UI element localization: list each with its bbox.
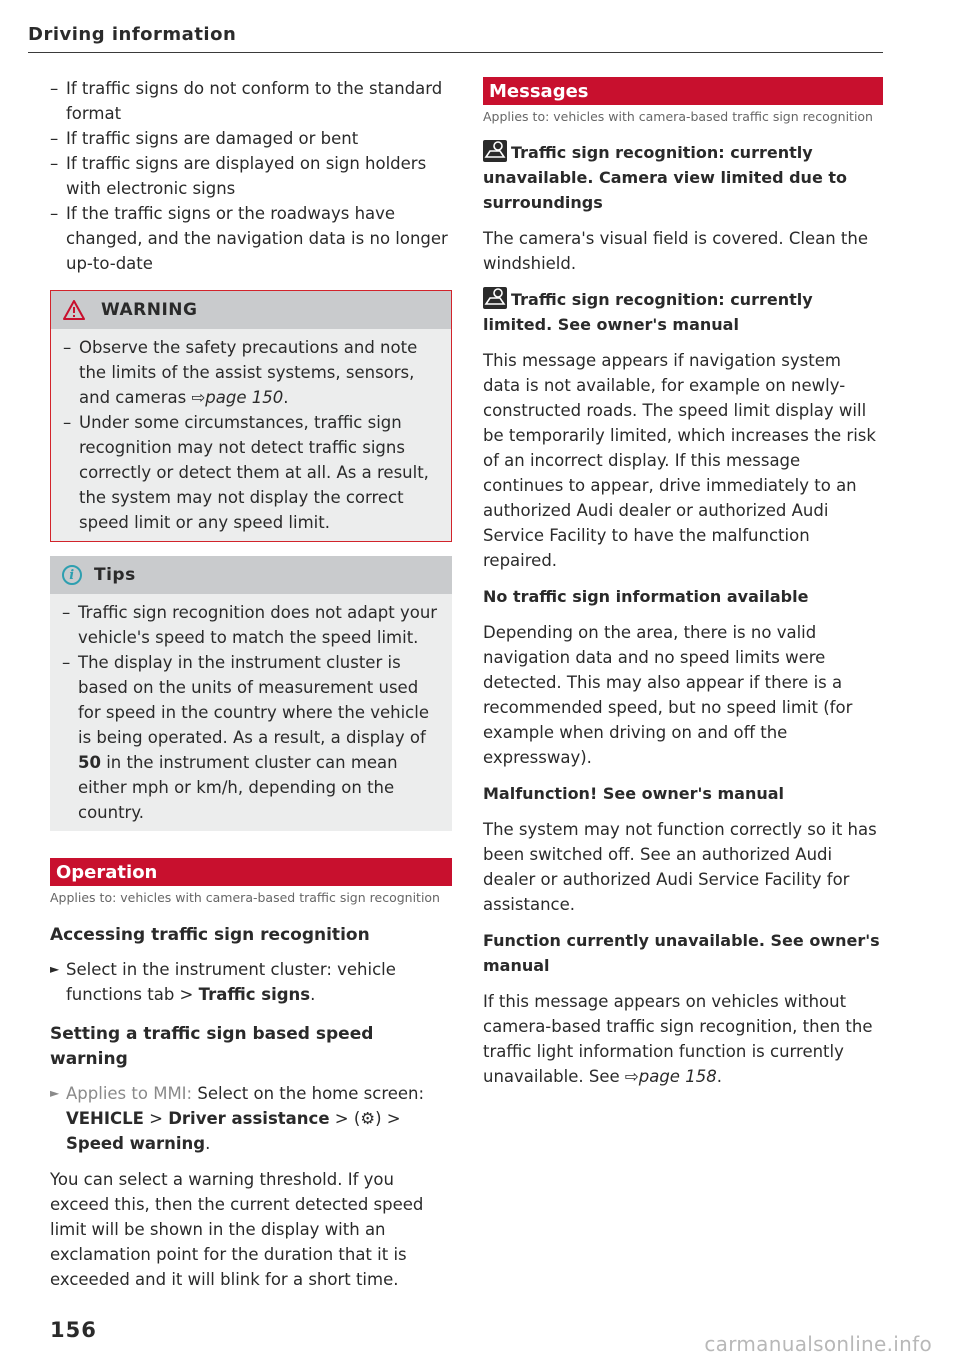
list-item: – If traffic signs are displayed on sign holders with electronic signs — [50, 154, 427, 198]
right-column — [483, 77, 883, 1089]
tips-box — [50, 556, 452, 831]
list-item: – If traffic signs do not conform to the standard format — [50, 79, 443, 123]
message-2-title: Traffic sign recognition: currently limited. See owner's manual — [483, 287, 883, 337]
operation-section-title: Operation — [50, 858, 452, 886]
warning-triangle-icon — [63, 300, 85, 320]
tips-title: Tips — [94, 564, 136, 585]
info-icon: i — [62, 565, 82, 585]
message-1-title: Traffic sign recognition: currently unavailable. Camera view limited due to surroundings — [483, 140, 883, 215]
header-rule — [28, 52, 883, 53]
accessing-step: ► Select in the instrument cluster: vehicle functions tab > Traffic signs. — [50, 960, 396, 1004]
warning-item: – Observe the safety precautions and note the limits of the assist systems, sensors, and cameras ⇨page 150. — [63, 338, 418, 407]
messages-section-title: Messages — [483, 77, 883, 105]
traffic-sign-camera-icon — [483, 140, 507, 162]
tips-item: – Traffic sign recognition does not adapt your vehicle's speed to match the speed limit. — [62, 603, 438, 647]
left-column — [50, 76, 452, 1292]
page-reference-link[interactable]: page 150 — [205, 388, 284, 407]
list-item: – If traffic signs are damaged or bent — [50, 129, 359, 148]
page-header-title: Driving information — [28, 24, 237, 45]
setting-step: ► Applies to MMI: Select on the home screen: VEHICLE > Driver assistance > (⚙) > Speed warning. — [50, 1084, 425, 1153]
watermark: carmanualsonline.info — [704, 1332, 932, 1356]
warning-body — [51, 329, 451, 541]
warning-title: WARNING — [101, 299, 198, 320]
tips-body — [50, 594, 452, 831]
list-item: – If the traffic signs or the roadways have changed, and the navigation data is no longer up-to-date — [50, 204, 448, 273]
warning-box — [50, 290, 452, 542]
setting-body: You can select a warning threshold. If you exceed this, then the current detected speed limit will be shown in the display with an exclamation point for the duration that it is exceeded and it will blink for a short time. — [50, 1170, 424, 1289]
warning-item: – Under some circumstances, traffic sign recognition may not detect traffic signs correctly or detect them at all. As a result, the system may not display the correct speed limit or any speed limit. — [63, 413, 429, 532]
applies-note: Applies to: vehicles with camera-based traffic sign recognition — [483, 109, 873, 124]
page-number: 156 — [50, 1318, 97, 1342]
message-4-body: The system may not function correctly so it has been switched off. See an authorized Audi dealer or authorized Audi Service Facility for assistance. — [483, 820, 877, 914]
message-5-title: Function currently unavailable. See owner's manual — [483, 931, 880, 975]
message-1-body: The camera's visual field is covered. Clean the windshield. — [483, 229, 868, 273]
setting-heading: Setting a traffic sign based speed warning — [50, 1024, 374, 1069]
message-4-title: Malfunction! See owner's manual — [483, 784, 785, 803]
message-3-body: Depending on the area, there is no valid navigation data and no speed limits were detected. This may also appear if there is a recommended speed, but no speed limit (for example when driving on and off the expressway). — [483, 623, 853, 767]
tips-header — [50, 556, 452, 594]
tips-item: – The display in the instrument cluster is based on the units of measurement used for speed in the country where the vehicle is being operated. As a result, a display of 50 in the instrument cluster can mean either mph or km/h, depending on the country. — [62, 653, 429, 822]
settings-gear-icon: ⚙ — [360, 1109, 376, 1128]
message-2-body: This message appears if navigation system data is not available, for example on newly-constructed roads. The speed limit display will be temporarily limited, which increases the risk of an incorrect display. If this message continues to appear, drive immediately to an authorized Audi dealer or authorized Audi Service Facility to have the malfunction repaired. — [483, 351, 876, 570]
warning-header — [51, 291, 451, 329]
applies-note: Applies to: vehicles with camera-based traffic sign recognition — [50, 890, 440, 905]
message-5-body: If this message appears on vehicles without camera-based traffic sign recognition, then the traffic light information function is currently unavailable. See ⇨page 158. — [483, 992, 873, 1086]
intro-list — [50, 76, 452, 276]
accessing-heading: Accessing traffic sign recognition — [50, 925, 370, 945]
traffic-sign-camera-icon — [483, 287, 507, 309]
message-3-title: No traffic sign information available — [483, 587, 809, 606]
page-reference-link[interactable]: page 158 — [638, 1067, 717, 1086]
